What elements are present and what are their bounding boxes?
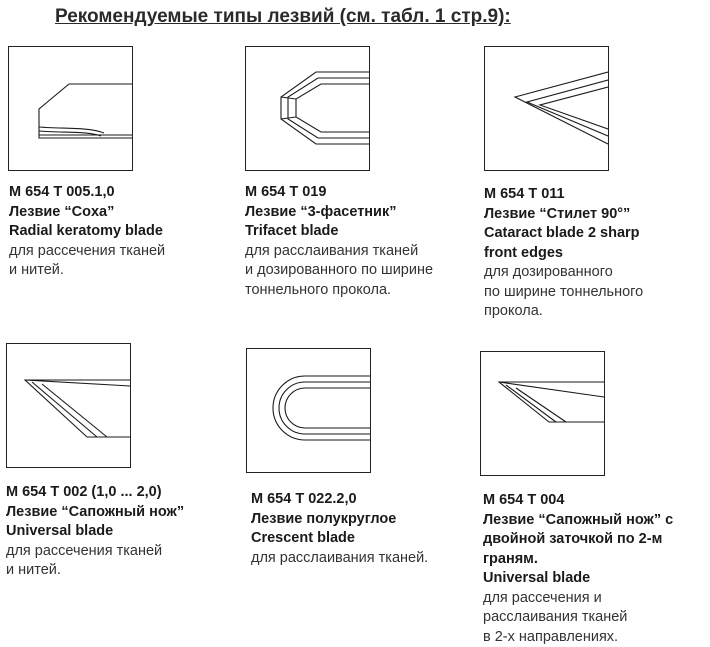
blade-name: Лезвие “Сапожный нож” с <box>483 511 673 531</box>
radial-keratomy-blade-icon <box>8 46 133 171</box>
blade-name-line2: двойной заточкой по 2-м <box>483 530 673 550</box>
blade-description-line: для рассечения тканей <box>9 242 165 262</box>
blade-code: M 654 T 022.2,0 <box>251 490 428 510</box>
blade-english-name: Trifacet blade <box>245 222 433 242</box>
blade-english-name: Universal blade <box>6 522 184 542</box>
blade-description-line: для дозированного <box>484 263 643 283</box>
blade-description-line: по ширине тоннельного <box>484 283 643 303</box>
blade-name-line3: граням. <box>483 550 673 570</box>
blade-english-name-line2: front edges <box>484 244 643 264</box>
blade-code: M 654 T 004 <box>483 491 673 511</box>
blade-name: Лезвие полукруглое <box>251 510 428 530</box>
blade-name: Лезвие “Coxa” <box>9 203 165 223</box>
blade-code: M 654 T 005.1,0 <box>9 183 165 203</box>
blade-name: Лезвие “Сапожный нож” <box>6 503 184 523</box>
blade-description-line: расслаивания тканей <box>483 608 673 628</box>
blade-english-name: Crescent blade <box>251 529 428 549</box>
cataract-blade-icon <box>484 46 609 171</box>
universal-blade-icon <box>6 343 131 468</box>
blade-description-line: и дозированного по ширине <box>245 261 433 281</box>
blade-name: Лезвие “Стилет 90°” <box>484 205 643 225</box>
trifacet-blade-icon <box>245 46 370 171</box>
blade-description-line: и нитей. <box>9 261 165 281</box>
blade-description-line: для рассечения и <box>483 589 673 609</box>
blade-description-line: для расслаивания тканей <box>245 242 433 262</box>
crescent-blade-icon <box>246 348 371 473</box>
blade-code: M 654 T 019 <box>245 183 433 203</box>
page-title: Рекомендуемые типы лезвий (см. табл. 1 стр.9): <box>55 6 511 28</box>
blade-name: Лезвие “3-фасетник” <box>245 203 433 223</box>
blade-code: M 654 T 002 (1,0 ... 2,0) <box>6 483 184 503</box>
blade-english-name: Universal blade <box>483 569 673 589</box>
blade-description-line: для расслаивания тканей. <box>251 549 428 569</box>
blade-description-line: и нитей. <box>6 561 184 581</box>
blade-description-line: тоннельного прокола. <box>245 281 433 301</box>
blade-english-name: Radial keratomy blade <box>9 222 165 242</box>
blade-description-line: для рассечения тканей <box>6 542 184 562</box>
blade-description-line: прокола. <box>484 302 643 322</box>
blade-english-name: Cataract blade 2 sharp <box>484 224 643 244</box>
blade-code: M 654 T 011 <box>484 185 643 205</box>
double-edge-universal-blade-icon <box>480 351 605 476</box>
blade-description-line: в 2-х направлениях. <box>483 628 673 647</box>
